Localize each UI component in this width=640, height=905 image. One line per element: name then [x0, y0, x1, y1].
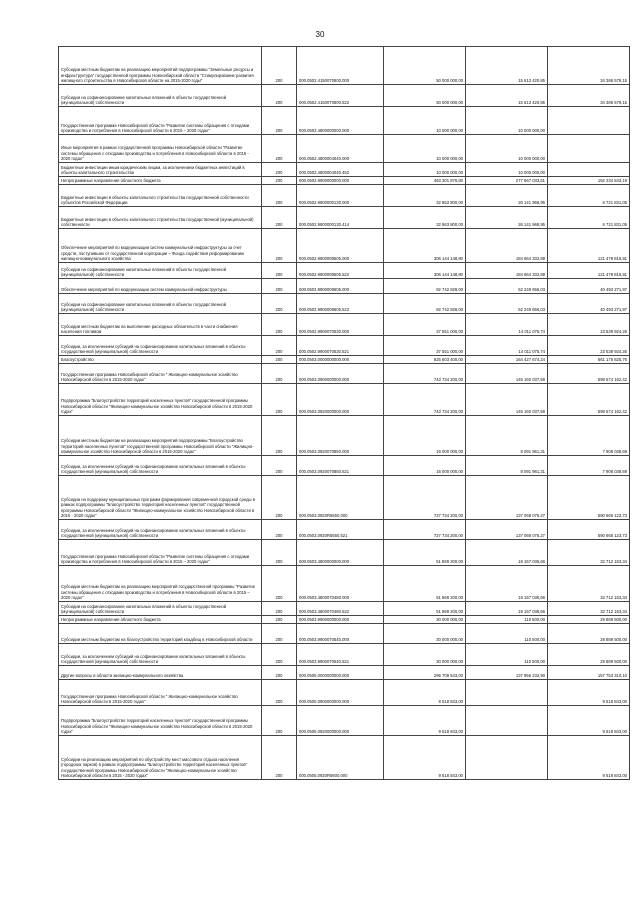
row-code-cell: 200 [262, 177, 297, 185]
row-executed-amount-cell: 14 011 075,74 [466, 336, 548, 356]
row-executed-amount-cell: 19 157 036,66 [466, 602, 548, 616]
row-code-cell: 200 [262, 163, 297, 177]
row-unexecuted-amount-cell: 7 908 038,69 [548, 456, 630, 476]
row-unexecuted-amount-cell: 598 574 162,42 [548, 384, 630, 416]
table-row [59, 624, 630, 644]
table-row [59, 336, 630, 356]
table-row [59, 294, 630, 314]
row-executed-amount-cell: 19 157 036,66 [466, 540, 548, 566]
row-classification-code-cell: 000.0503.0920R5550.000 [297, 476, 384, 520]
row-classification-code-cell: 000.0502.4150070800.000 [297, 47, 384, 85]
row-code-cell: 200 [262, 666, 297, 680]
table-row [59, 666, 630, 680]
table-row [59, 706, 630, 736]
row-unexecuted-amount-cell: 9 518 843,00 [548, 680, 630, 706]
table-row [59, 520, 630, 540]
row-name-cell: Субсидии на софинансирование капитальных вложений в объекты государственной (муниципальной) собственности [59, 294, 262, 314]
row-approved-amount-cell: 51 869 200,00 [384, 602, 466, 616]
row-name-cell: Субсидии, за исключением субсидий на софинансирование капитальных вложений в объекты государственной (муниципальной) собственности [59, 644, 262, 666]
row-name-cell: Непрограммные направления областного бюджета [59, 177, 262, 185]
row-approved-amount-cell: 306 144 148,80 [384, 229, 466, 263]
row-classification-code-cell: 000.0505.0920R5600.000 [297, 736, 384, 780]
row-executed-amount-cell [466, 736, 548, 780]
row-unexecuted-amount-cell [548, 107, 630, 135]
row-approved-amount-cell: 92 742 928,00 [384, 294, 466, 314]
row-classification-code-cell: 000.0502.9900070530.521 [297, 336, 384, 356]
table-row [59, 314, 630, 336]
row-code-cell: 200 [262, 47, 297, 85]
row-code-cell: 200 [262, 680, 297, 706]
row-name-cell: Подпрограмма "Благоустройство территорий населенных пунктов" государственной программы Новосибирской области "Жилищно-коммунальное хозяйство Новосибирской области в 2015-2020 годах" [59, 706, 262, 736]
row-executed-amount-cell: 8 091 961,31 [466, 416, 548, 456]
row-name-cell: Субсидии местным бюджетам на выполнение расходных обязательств в части снабжения населения топливом [59, 314, 262, 336]
table-row [59, 263, 630, 279]
row-code-cell: 200 [262, 476, 297, 520]
row-unexecuted-amount-cell: 9 518 843,00 [548, 706, 630, 736]
row-approved-amount-cell: 727 734 200,00 [384, 476, 466, 520]
row-unexecuted-amount-cell: 29 889 500,00 [548, 616, 630, 624]
row-approved-amount-cell: 463 301 876,80 [384, 177, 466, 185]
row-executed-amount-cell: 26 141 968,95 [466, 207, 548, 229]
row-approved-amount-cell: 37 551 000,00 [384, 314, 466, 336]
row-approved-amount-cell: 50 000 000,00 [384, 47, 466, 85]
row-name-cell: Субсидии на софинансирование капитальных вложений в объекты государственной (муниципальной) собственности [59, 85, 262, 107]
table-row [59, 602, 630, 616]
row-name-cell: Непрограммные направления областного бюджета [59, 616, 262, 624]
row-executed-amount-cell: 184 664 332,89 [466, 229, 548, 263]
row-name-cell: Бюджетные инвестиции иным юридическим лицам, за исключением бюджетных инвестиций в объекты капитального строительства [59, 163, 262, 177]
page-number: 30 [315, 30, 325, 39]
row-classification-code-cell: 000.0503.0920R5550.521 [297, 520, 384, 540]
table-row [59, 736, 630, 780]
row-executed-amount-cell: 184 664 332,89 [466, 263, 548, 279]
row-name-cell: Субсидии местным бюджетам на реализацию мероприятий государственной программы "Развитие системы обращения с отходами производства и потребления в Новосибирской области в 2015 – 2020 годах" [59, 566, 262, 602]
row-classification-code-cell: 000.0505.0900000000.000 [297, 680, 384, 706]
row-classification-code-cell: 000.0502.9900070530.000 [297, 314, 384, 336]
row-executed-amount-cell: 52 249 656,03 [466, 279, 548, 294]
row-unexecuted-amount-cell: 32 712 163,34 [548, 602, 630, 616]
row-unexecuted-amount-cell: 34 386 579,15 [548, 85, 630, 107]
row-unexecuted-amount-cell: 7 908 038,69 [548, 416, 630, 456]
row-classification-code-cell: 000.0503.9900000000.000 [297, 616, 384, 624]
row-code-cell: 200 [262, 229, 297, 263]
row-approved-amount-cell: 30 000 000,00 [384, 624, 466, 644]
row-unexecuted-amount-cell: 121 479 815,91 [548, 229, 630, 263]
row-code-cell: 200 [262, 207, 297, 229]
row-classification-code-cell: 000.0503.0920070850.521 [297, 456, 384, 476]
row-unexecuted-amount-cell: 23 539 924,26 [548, 336, 630, 356]
table-row [59, 566, 630, 602]
row-code-cell: 200 [262, 185, 297, 207]
row-approved-amount-cell: 306 144 148,80 [384, 263, 466, 279]
row-code-cell: 200 [262, 416, 297, 456]
row-executed-amount-cell: 14 011 075,74 [466, 314, 548, 336]
row-unexecuted-amount-cell: 9 518 843,00 [548, 736, 630, 780]
row-classification-code-cell: 000.0503.4800070480.522 [297, 602, 384, 616]
row-approved-amount-cell: 9 518 843,00 [384, 706, 466, 736]
row-name-cell: Субсидии местным бюджетам на реализацию мероприятий подпрограммы "Земельные ресурсы и инфраструктура" государственной программы Новосибирской области "Стимулирование развития жилищного строительства в Новосибирской области на 2015-2020 годы" [59, 47, 262, 85]
row-approved-amount-cell: 727 734 200,00 [384, 520, 466, 540]
table-row [59, 135, 630, 163]
table-row [59, 85, 630, 107]
row-approved-amount-cell: 30 000 000,00 [384, 644, 466, 666]
row-code-cell: 200 [262, 294, 297, 314]
row-unexecuted-amount-cell: 661 175 825,76 [548, 356, 630, 364]
row-code-cell: 200 [262, 364, 297, 384]
row-name-cell: Субсидии местным бюджетам на благоустройство территорий кладбищ в Новосибирской области [59, 624, 262, 644]
row-executed-amount-cell: 10 000 000,00 [466, 135, 548, 163]
row-classification-code-cell: 000.0502.9900009505.000 [297, 229, 384, 263]
row-code-cell: 200 [262, 356, 297, 364]
row-name-cell: Государственная программа Новосибирской области " Жилищно-коммунальное хозяйство Новосибирской области в 2015-2020 годах" [59, 680, 262, 706]
table-row [59, 177, 630, 185]
row-name-cell: Субсидии, за исключением субсидий на софинансирование капитальных вложений в объекты государственной (муниципальной) собственности [59, 336, 262, 356]
row-classification-code-cell: 000.0503.9900070540.521 [297, 644, 384, 666]
row-name-cell: Субсидии местным бюджетам на реализацию мероприятий подпрограммы "Благоустройство территорий населенных пунктов" государственной программы Новосибирской области "Жилищно-коммунальное хозяйство Новосибирской области в 2015-2020 годах" [59, 416, 262, 456]
row-name-cell: Субсидии на софинансирование капитальных вложений в объекты государственной (муниципальной) собственности [59, 263, 262, 279]
row-executed-amount-cell: 10 000 000,00 [466, 107, 548, 135]
row-executed-amount-cell: 19 157 036,66 [466, 566, 548, 602]
row-name-cell: Субсидии, за исключением субсидий на софинансирование капитальных вложений в объекты государственной (муниципальной) собственности [59, 456, 262, 476]
row-code-cell: 200 [262, 314, 297, 336]
row-classification-code-cell: 000.0505.0000000000.000 [297, 666, 384, 680]
row-code-cell: 200 [262, 706, 297, 736]
row-executed-amount-cell: 26 141 968,95 [466, 185, 548, 207]
table-row [59, 207, 630, 229]
row-executed-amount-cell: 10 000 000,00 [466, 163, 548, 177]
row-executed-amount-cell: 137 956 232,90 [466, 666, 548, 680]
row-name-cell: Государственная программа Новосибирской области "Развитие системы обращения с отходами производства и потребления в Новосибирской области в 2015 – 2020 годах" [59, 107, 262, 135]
row-classification-code-cell: 000.0503.4800070480.000 [297, 566, 384, 602]
row-approved-amount-cell: 32 863 800,00 [384, 185, 466, 207]
row-classification-code-cell: 000.0503.9900070540.000 [297, 624, 384, 644]
row-unexecuted-amount-cell: 40 493 271,97 [548, 279, 630, 294]
table-body [59, 47, 630, 780]
table-row [59, 384, 630, 416]
row-executed-amount-cell [466, 706, 548, 736]
row-name-cell: Обеспечение мероприятий по модернизации систем коммунальной инфраструктуры [59, 279, 262, 294]
row-unexecuted-amount-cell: 29 889 500,00 [548, 624, 630, 644]
table-row [59, 229, 630, 263]
row-unexecuted-amount-cell: 29 889 500,00 [548, 644, 630, 666]
row-approved-amount-cell: 10 000 000,00 [384, 107, 466, 135]
row-approved-amount-cell: 51 869 200,00 [384, 540, 466, 566]
row-classification-code-cell: 000.0502.9900009505.522 [297, 263, 384, 279]
row-classification-code-cell: 000.0503.0000000000.000 [297, 356, 384, 364]
row-code-cell: 200 [262, 624, 297, 644]
row-unexecuted-amount-cell: 32 712 163,34 [548, 540, 630, 566]
row-code-cell: 200 [262, 520, 297, 540]
row-name-cell: Иные мероприятия в рамках государственной программы Новосибирской области "Развитие системы обращения с отходами производства и потребления в Новосибирской области в 2015 - 2020 годах" [59, 135, 262, 163]
row-approved-amount-cell: 50 000 000,00 [384, 85, 466, 107]
row-approved-amount-cell: 30 000 000,00 [384, 616, 466, 624]
table-row [59, 540, 630, 566]
table-row [59, 644, 630, 666]
table-row [59, 364, 630, 384]
row-classification-code-cell: 000.0502.4800004040.452 [297, 163, 384, 177]
row-code-cell: 200 [262, 336, 297, 356]
row-code-cell: 200 [262, 540, 297, 566]
row-classification-code-cell: 000.0502.9900000000.000 [297, 177, 384, 185]
row-approved-amount-cell: 295 709 543,00 [384, 666, 466, 680]
row-unexecuted-amount-cell: 40 493 271,97 [548, 294, 630, 314]
table-row [59, 680, 630, 706]
table-row [59, 416, 630, 456]
row-name-cell: Субсидии, за исключением субсидий на софинансирование капитальных вложений в объекты государственной (муниципальной) собственности [59, 520, 262, 540]
row-executed-amount-cell: 8 091 961,31 [466, 456, 548, 476]
row-code-cell: 200 [262, 107, 297, 135]
row-unexecuted-amount-cell: 32 712 163,34 [548, 566, 630, 602]
row-unexecuted-amount-cell [548, 135, 630, 163]
row-code-cell: 200 [262, 456, 297, 476]
row-classification-code-cell: 000.0502.9900000130.414 [297, 207, 384, 229]
row-name-cell: Бюджетные инвестиции в объекты капитального строительства государственной (муниципальной) собственности [59, 207, 262, 229]
row-code-cell: 200 [262, 602, 297, 616]
row-classification-code-cell: 000.0505.0920000000.000 [297, 706, 384, 736]
row-unexecuted-amount-cell: 590 666 123,73 [548, 520, 630, 540]
row-unexecuted-amount-cell: 6 721 831,05 [548, 185, 630, 207]
table-row [59, 279, 630, 294]
table-row [59, 185, 630, 207]
row-executed-amount-cell: 137 068 076,27 [466, 476, 548, 520]
row-executed-amount-cell: 15 613 420,85 [466, 47, 548, 85]
row-code-cell: 200 [262, 616, 297, 624]
row-classification-code-cell: 000.0503.0900000000.000 [297, 364, 384, 384]
row-executed-amount-cell [466, 680, 548, 706]
table-row [59, 356, 630, 364]
row-code-cell: 200 [262, 644, 297, 666]
table-row [59, 616, 630, 624]
row-executed-amount-cell: 277 667 033,61 [466, 177, 548, 185]
row-unexecuted-amount-cell [548, 163, 630, 177]
row-unexecuted-amount-cell: 121 479 815,91 [548, 263, 630, 279]
table-row [59, 476, 630, 520]
row-executed-amount-cell: 145 160 037,58 [466, 364, 548, 384]
row-name-cell: Государственная программа Новосибирской области "Развитие системы обращения с отходами производства и потребления в Новосибирской области в 2015 – 2020 годах" [59, 540, 262, 566]
row-name-cell: Бюджетные инвестиции в объекты капитального строительства государственной собственности субъектов Российской Федерации [59, 185, 262, 207]
table-row [59, 47, 630, 85]
row-code-cell: 200 [262, 279, 297, 294]
row-name-cell: Субсидии на софинансирование капитальных вложений в объекты государственной (муниципальной) собственности [59, 602, 262, 616]
row-approved-amount-cell: 16 000 000,00 [384, 456, 466, 476]
row-name-cell: Другие вопросы в области жилищно-коммунального хозяйства [59, 666, 262, 680]
row-executed-amount-cell: 137 068 076,27 [466, 520, 548, 540]
row-unexecuted-amount-cell: 157 753 310,10 [548, 666, 630, 680]
row-name-cell: Субсидии на поддержку муниципальных программ формирования современной городской среды в рамках подпрограммы "Благоустройство территорий населенных пунктов" государственной программы Новосибирской области "Жилищно-коммунальное хозяйство Новосибирской области в 2015 - 2020 годах" [59, 476, 262, 520]
row-executed-amount-cell: 15 613 420,85 [466, 85, 548, 107]
row-approved-amount-cell: 825 603 400,00 [384, 356, 466, 364]
row-classification-code-cell: 000.0502.4150070800.522 [297, 85, 384, 107]
row-approved-amount-cell: 9 518 843,00 [384, 680, 466, 706]
row-code-cell: 200 [262, 566, 297, 602]
row-unexecuted-amount-cell: 192 234 843,19 [548, 177, 630, 185]
table-row [59, 456, 630, 476]
row-name-cell: Благоустройство [59, 356, 262, 364]
row-code-cell: 200 [262, 135, 297, 163]
row-executed-amount-cell: 110 500,00 [466, 644, 548, 666]
row-unexecuted-amount-cell: 34 386 579,15 [548, 47, 630, 85]
row-executed-amount-cell: 164 427 674,24 [466, 356, 548, 364]
row-executed-amount-cell: 110 500,00 [466, 624, 548, 644]
row-name-cell: Государственная программа Новосибирской области " Жилищно-коммунальное хозяйство Новосибирской области в 2015-2020 годах" [59, 364, 262, 384]
row-approved-amount-cell: 32 863 800,00 [384, 207, 466, 229]
row-classification-code-cell: 000.0503.4800000000.000 [297, 540, 384, 566]
row-approved-amount-cell: 51 869 200,00 [384, 566, 466, 602]
row-approved-amount-cell: 10 000 000,00 [384, 163, 466, 177]
row-approved-amount-cell: 10 000 000,00 [384, 135, 466, 163]
row-approved-amount-cell: 9 518 843,00 [384, 736, 466, 780]
row-approved-amount-cell: 37 551 000,00 [384, 336, 466, 356]
row-name-cell: Подпрограмма "Благоустройство территорий населенных пунктов" государственной программы Новосибирской области "Жилищно-коммунальное хозяйство Новосибирской области в 2015-2020 годах" [59, 384, 262, 416]
row-classification-code-cell: 000.0502.9900000130.000 [297, 185, 384, 207]
row-approved-amount-cell: 743 734 200,00 [384, 384, 466, 416]
row-approved-amount-cell: 16 000 000,00 [384, 416, 466, 456]
row-unexecuted-amount-cell: 23 539 924,26 [548, 314, 630, 336]
budget-execution-table [58, 46, 630, 780]
row-classification-code-cell: 000.0502.4800004040.000 [297, 135, 384, 163]
row-executed-amount-cell: 145 160 037,58 [466, 384, 548, 416]
row-code-cell: 200 [262, 263, 297, 279]
table-row [59, 163, 630, 177]
row-executed-amount-cell: 110 500,00 [466, 616, 548, 624]
row-code-cell: 200 [262, 736, 297, 780]
row-code-cell: 200 [262, 85, 297, 107]
table-row [59, 107, 630, 135]
row-classification-code-cell: 000.0502.9900009605.522 [297, 294, 384, 314]
row-executed-amount-cell: 52 249 656,03 [466, 294, 548, 314]
row-classification-code-cell: 000.0502.4800000000.000 [297, 107, 384, 135]
row-approved-amount-cell: 743 734 200,00 [384, 364, 466, 384]
row-approved-amount-cell: 92 742 928,00 [384, 279, 466, 294]
row-classification-code-cell: 000.0503.0920070850.000 [297, 416, 384, 456]
row-classification-code-cell: 000.0502.9900009605.000 [297, 279, 384, 294]
row-unexecuted-amount-cell: 598 574 162,42 [548, 364, 630, 384]
row-unexecuted-amount-cell: 6 721 831,05 [548, 207, 630, 229]
row-name-cell: Субсидии на реализацию мероприятий по обустройству мест массового отдыха населения (городских парков) в рамках подпрограммы "Благоустройство территорий населенных пунктов" государственной программы Новосибирской области "Жилищно-коммунальное хозяйство Новосибирской области в 2015 - 2020 годах" [59, 736, 262, 780]
row-unexecuted-amount-cell: 590 666 123,73 [548, 476, 630, 520]
row-code-cell: 200 [262, 384, 297, 416]
row-classification-code-cell: 000.0503.0920000000.000 [297, 384, 384, 416]
row-name-cell: Обеспечение мероприятий по модернизации систем коммунальной инфраструктуры за счет средств, поступивших от государственной корпорации – Фонда содействия реформированию жилищно-коммунального хозяйства [59, 229, 262, 263]
